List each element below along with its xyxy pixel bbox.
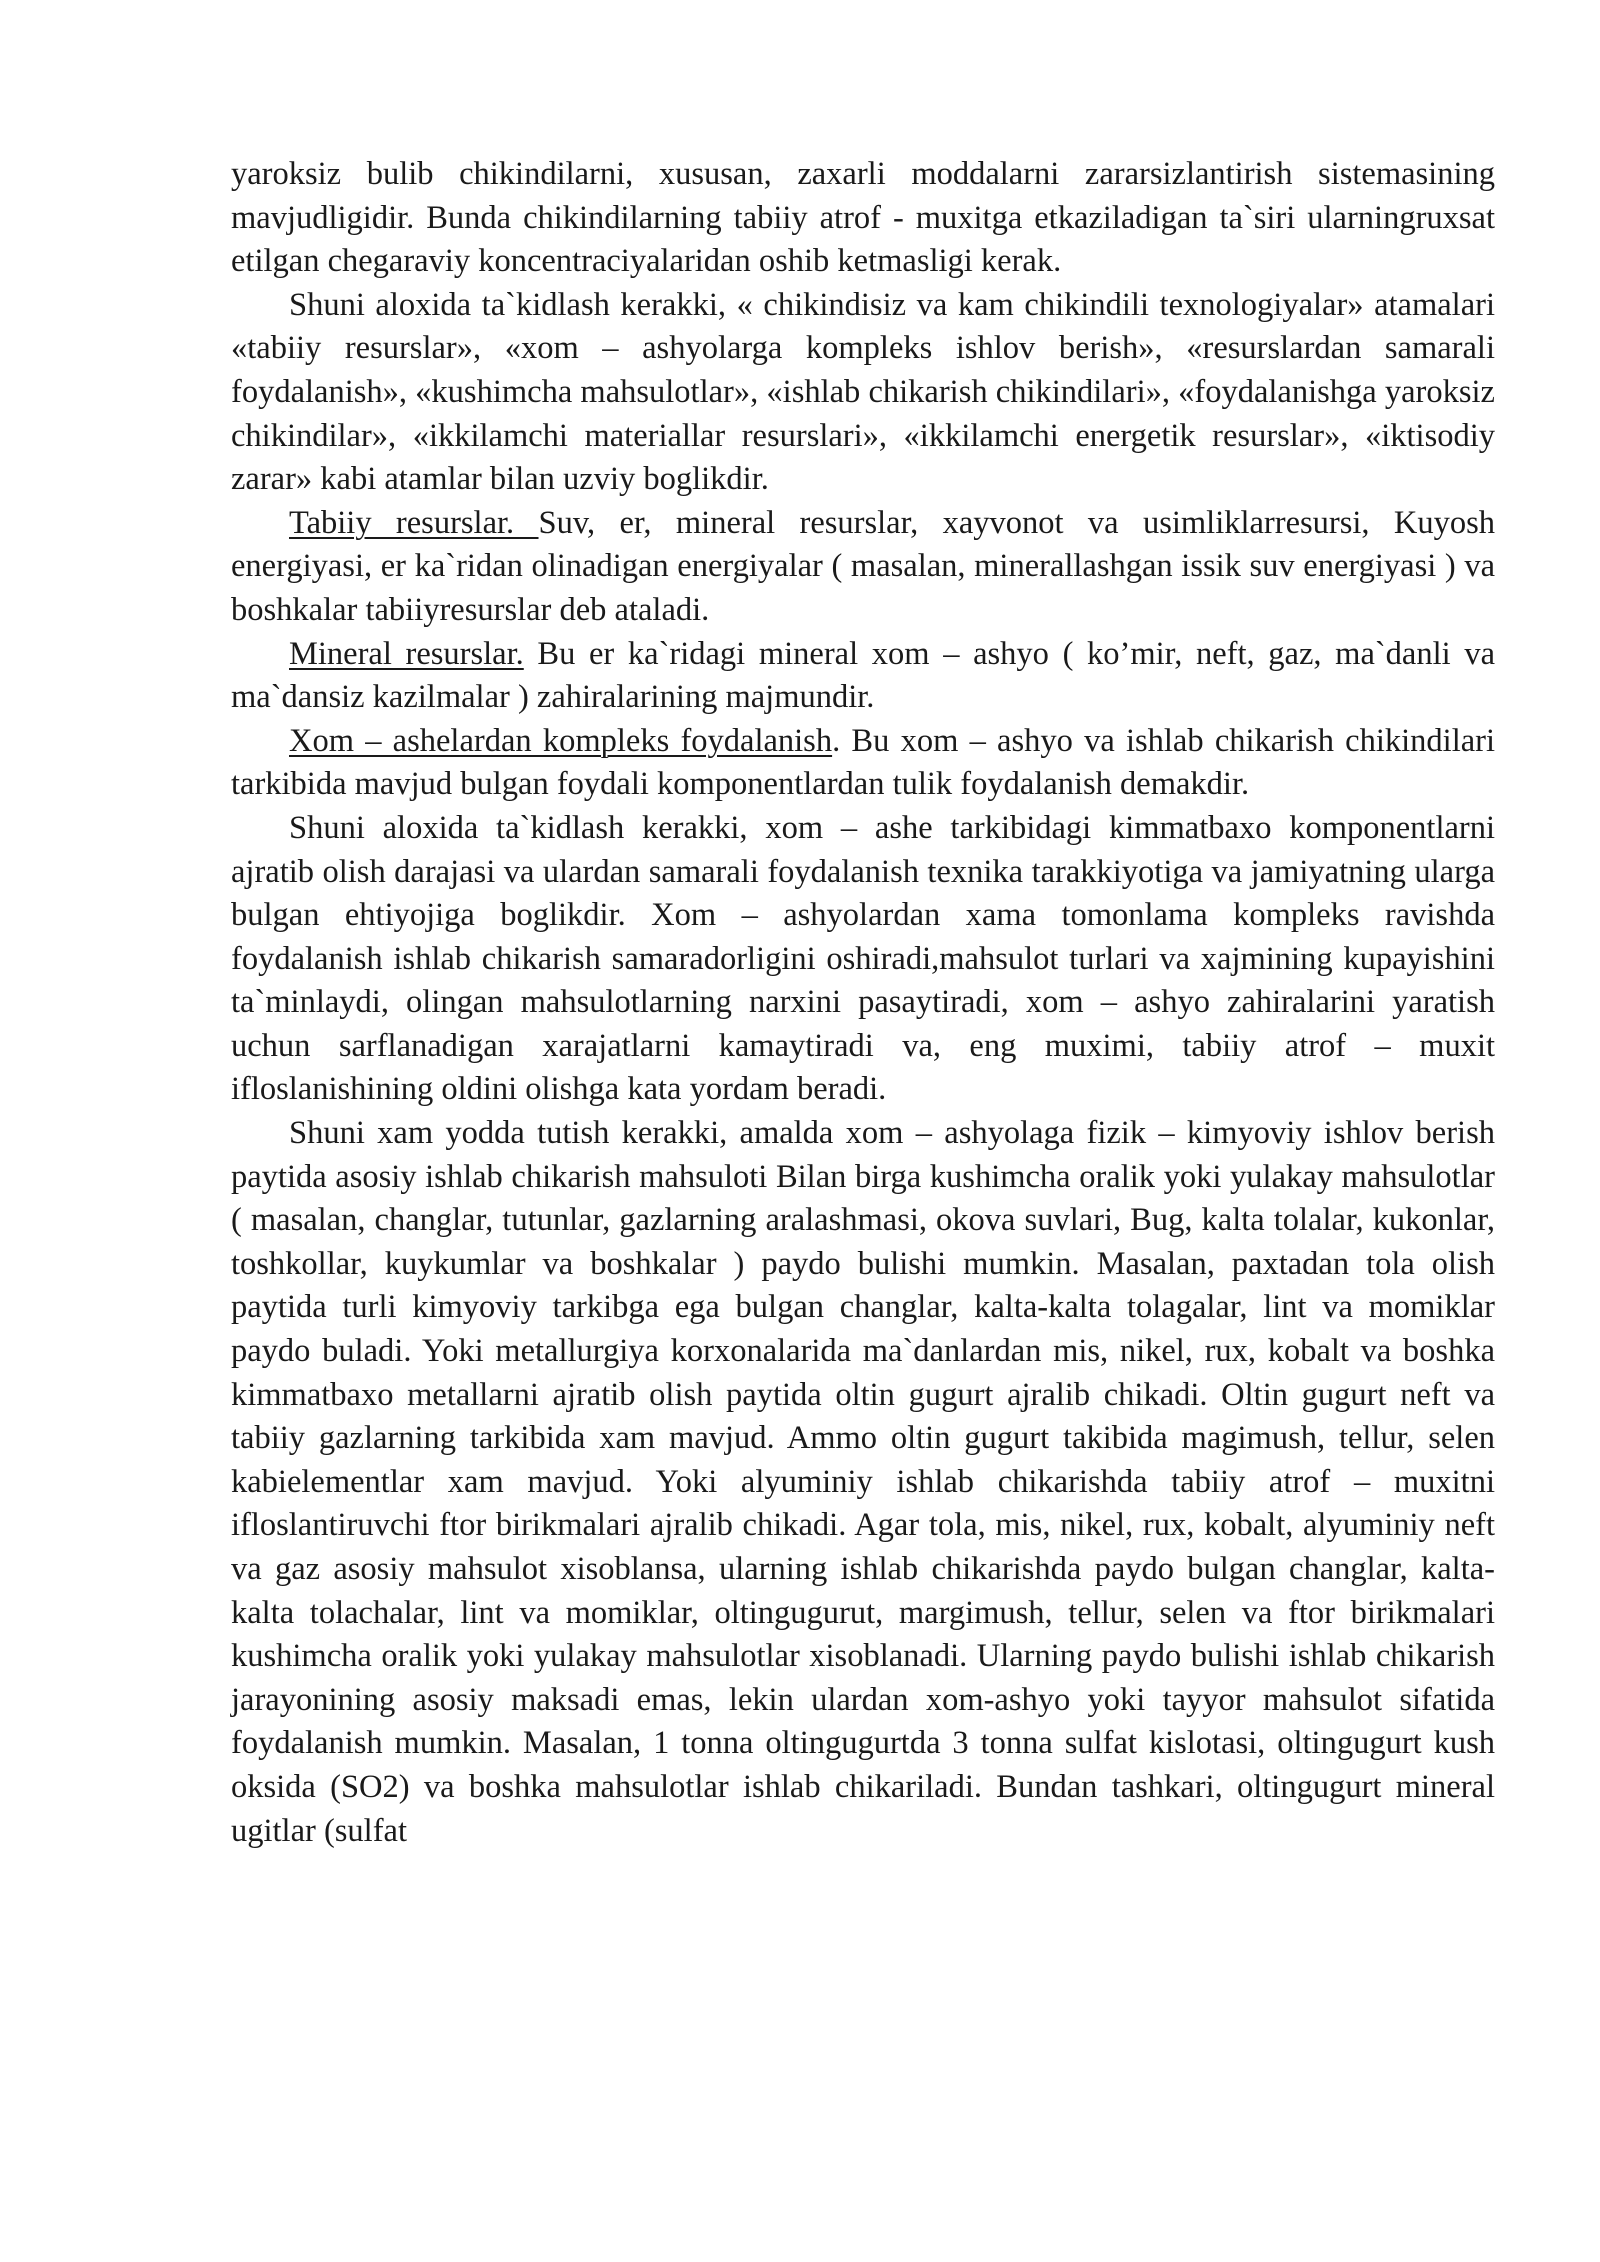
paragraph [231, 153, 1495, 284]
paragraph-text: Shuni aloxida ta`kidlash kerakki, xom – ashe tarkibidagi kimmatbaxo komponentlarni ajratib olish darajasi va ulardan samarali foydalanish texnika tarakkiyotiga va jamiyatning ularga bulgan ehtiyojiga boglikdir. Xom – ashyolardan xama tomonlama kompleks ravishda foydalanish ishlab chikarish samaradorligini oshiradi,mahsulot turlari va xajmining kupayishini ta`minlaydi, olingan mahsulotlarning narxini pasaytiradi, xom – ashyo zahiralarini yaratish uchun sarflanadigan xarajatlarni kamaytiradi va, eng muximi, tabiiy atrof – muxit ifloslanishining oldini olishga kata yordam beradi. [231, 809, 1495, 1108]
paragraph-text: Shuni aloxida ta`kidlash kerakki, « chikindisiz va kam chikindili texnologiyalar» atamalari «tabiiy resurslar», «xom – ashyolarga kompleks ishlov berish», «resurslardan samarali foydalanish», «kushimcha mahsulotlar», «ishlab chikarish chikindilari», «foydalanishga yaroksiz chikindilar», «ikkilamchi materiallar resurslari», «ikkilamchi energetik resurslar», «iktisodiy zarar» kabi atamlar bilan uzviy boglikdir. [231, 286, 1495, 498]
paragraph-text: . Bu xom – ashyo va ishlab chikarish chikindilari tarkibida mavjud bulgan foydali komponentlardan tulik foydalanish demakdir. [231, 722, 1495, 803]
underlined-term: Mineral resurslar. [289, 635, 524, 672]
paragraph [231, 807, 1495, 1112]
paragraph-text: Shuni xam yodda tutish kerakki, amalda xom – ashyolaga fizik – kimyoviy ishlov berish paytida asosiy ishlab chikarish mahsuloti Bilan birga kushimcha oralik yoki yulakay mahsulotlar ( masalan, changlar, tutunlar, gazlarning aralashmasi, okova suvlari, Bug, kalta tolalar, kukonlar, toshkollar, kuykumlar va boshkalar ) paydo bulishi mumkin. Masalan, paxtadan tola olish paytida turli kimyoviy tarkibga ega bulgan changlar, kalta-kalta tolagalar, lint va momiklar paydo buladi. Yoki metallurgiya korxonalarida ma`danlardan mis, nikel, rux, kobalt va boshka kimmatbaxo metallarni ajratib olish paytida oltin gugurt ajralib chikadi. Oltin gugurt neft va tabiiy gazlarning tarkibida xam mavjud. Ammo oltin gugurt takibida magimush, tellur, selen kabielementlar xam mavjud. Yoki alyuminiy ishlab chikarishda tabiiy atrof – muxitni ifloslantiruvchi ftor birikmalari ajralib chikadi. Agar tola, mis, nikel, rux, kobalt, alyuminiy neft va gaz asosiy mahsulot xisoblansa, ularning ishlab chikarishda paydo bulgan changlar, kalta-kalta tolachalar, lint va momiklar, oltingugurut, margimush, tellur, selen va ftor birikmalari kushimcha oralik yoki yulakay mahsulotlar xisoblanadi. Ularning paydo bulishi ishlab chikarish jarayonining asosiy maksadi emas, lekin ulardan xom-ashyo yoki tayyor mahsulot sifatida foydalanish mumkin. Masalan, 1 tonna oltingugurtda 3 tonna sulfat kislotasi, oltingugurt kush oksida (SO2) va boshka mahsulotlar ishlab chikariladi. Bundan tashkari, oltingugurt mineral ugitlar (sulfat [231, 1115, 1495, 1849]
paragraph-text: Bu er ka`ridagi mineral xom – ashyo ( ko’mir, neft, gaz, ma`danli va ma`dansiz kazilmalar ) zahiralarining majmundir. [231, 635, 1495, 716]
paragraph [231, 633, 1495, 720]
document-page [231, 153, 1495, 1853]
paragraph [231, 502, 1495, 633]
paragraph-text: Suv, er, mineral resurslar, xayvonot va usimliklarresursi, Kuyosh energiyasi, er ka`ridan olinadigan energiyalar ( masalan, minerallashgan issik suv energiyasi ) va boshkalar tabiiyresurslar deb ataladi. [231, 504, 1495, 628]
underlined-term: Tabiiy resurslar. [289, 504, 539, 541]
underlined-term: Xom – ashelardan kompleks foydalanish [289, 722, 833, 759]
paragraph [231, 284, 1495, 502]
paragraph [231, 1112, 1495, 1853]
paragraph [231, 720, 1495, 807]
paragraph-text: yaroksiz bulib chikindilarni, xususan, zaxarli moddalarni zararsizlantirish sistemasining mavjudligidir. Bunda chikindilarning tabiiy atrof - muxitga etkaziladigan ta`siri ularningruxsat etilgan chegaraviy koncentraciyalaridan oshib ketmasligi kerak. [231, 156, 1495, 280]
